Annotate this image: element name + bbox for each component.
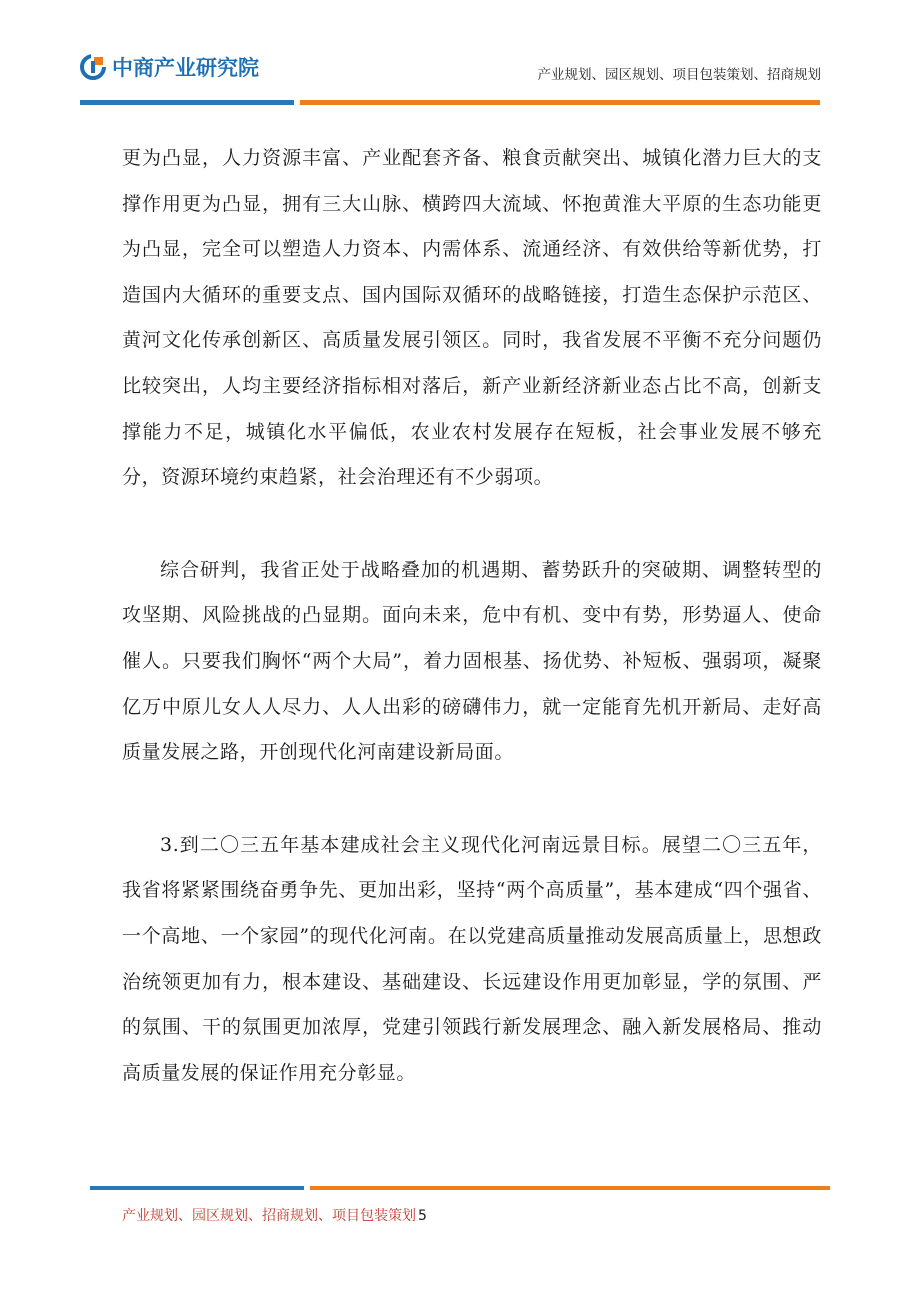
header-tagline: 产业规划、园区规划、项目包装策划、招商规划 (537, 67, 821, 83)
logo-text: 中商产业研究院 (112, 56, 259, 80)
page-header (0, 0, 920, 110)
paragraph-2035-goals: 3.到二〇三五年基本建成社会主义现代化河南远景目标。展望二〇三五年，我省将紧紧围绕奋勇争先、更加出彩，坚持“两个高质量”，基本建成“四个强省、一个高地、一个家园”的现代化河南。在以党建高质量推动发展高质量上，思想政治统领更加有力，根本建设、基础建设、长远建设作用更加彰显，学的氛围、严的氛围、干的氛围更加浓厚，党建引领践行新发展理念、融入新发展格局、推动高质量发展的保证作用充分彰显。 (122, 833, 822, 1084)
page-number: 5 (418, 1208, 427, 1224)
logo (80, 52, 259, 82)
footer-rule-blue (90, 1186, 304, 1190)
page-footer (122, 1205, 427, 1225)
document-body (122, 136, 822, 1096)
footer-rule-orange (310, 1186, 830, 1190)
paragraph-assessment: 综合研判，我省正处于战略叠加的机遇期、蓄势跃升的突破期、调整转型的攻坚期、风险挑战的凸显期。面向未来，危中有机、变中有势，形势逼人、使命催人。只要我们胸怀“两个大局”，着力固根基、扬优势、补短板、强弱项，凝聚亿万中原儿女人人尽力、人人出彩的磅礴伟力，就一定能育先机开新局、走好高质量发展之路，开创现代化河南建设新局面。 (122, 558, 822, 764)
footer-text: 产业规划、园区规划、招商规划、项目包装策划 (122, 1208, 416, 1224)
header-rule-blue (80, 100, 294, 105)
paragraph-gap (122, 776, 822, 823)
paragraph-gap (122, 501, 822, 548)
paragraph-continuation: 更为凸显，人力资源丰富、产业配套齐备、粮食贡献突出、城镇化潜力巨大的支撑作用更为凸显，拥有三大山脉、横跨四大流域、怀抱黄淮大平原的生态功能更为凸显，完全可以塑造人力资本、内需体系、流通经济、有效供给等新优势，打造国内大循环的重要支点、国内国际双循环的战略链接，打造生态保护示范区、黄河文化传承创新区、高质量发展引领区。同时，我省发展不平衡不充分问题仍比较突出，人均主要经济指标相对落后，新产业新经济新业态占比不高，创新支撑能力不足，城镇化水平偏低，农业农村发展存在短板，社会事业发展不够充分，资源环境约束趋紧，社会治理还有不少弱项。 (122, 147, 822, 489)
header-rule-orange (300, 100, 820, 105)
logo-icon (80, 54, 106, 80)
